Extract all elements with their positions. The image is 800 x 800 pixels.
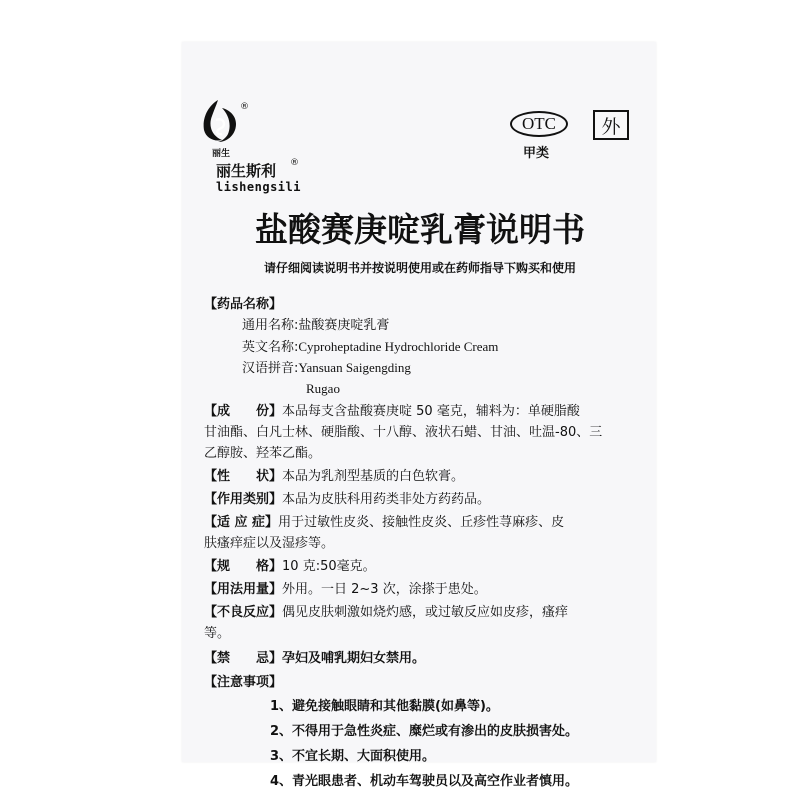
composition-line-1: 本品每支含盐酸赛庚啶 50 毫克，辅料为：单硬脂酸: [282, 404, 580, 419]
english-name-prefix: 英文名称:: [242, 340, 299, 355]
composition-line-2: 甘油酯、白凡士林、硬脂酸、十八醇、液状石蜡、甘油、吐温-80、三: [204, 425, 603, 440]
contra-row: [204, 648, 640, 669]
composition-row-3: [204, 443, 640, 464]
notes-row: [204, 672, 640, 693]
logo-caption: 丽生: [212, 149, 231, 159]
otc-badge: [510, 111, 568, 137]
character-row: [204, 466, 640, 487]
external-use-label: 外: [601, 115, 621, 138]
action-label: 【作用类别】: [204, 492, 283, 507]
english-name: Cyproheptadine Hydrochloride Cream: [298, 339, 499, 354]
usage-label: 【用法用量】: [204, 582, 283, 597]
brand-name-english: lishengsili: [216, 180, 301, 194]
action-text: 本品为皮肤科用药类非处方药药品。: [282, 492, 491, 507]
character-text: 本品为乳剂型基质的白色软膏。: [282, 469, 465, 484]
indication-line-2: 肤瘙痒症以及湿疹等。: [204, 536, 335, 551]
brand-name-chinese: 丽生斯利: [216, 162, 277, 180]
pinyin-line-1: Yansuan Saigengding: [298, 360, 411, 375]
drug-name-label: 【药品名称】: [204, 297, 283, 312]
pinyin-line-2: Rugao: [306, 381, 340, 396]
notes-label: 【注意事项】: [204, 675, 283, 690]
pinyin-prefix: 汉语拼音:: [242, 361, 299, 376]
note-item: 2、不得用于急性炎症、糜烂或有渗出的皮肤损害处。: [270, 724, 579, 739]
brand-logo-icon: [198, 98, 238, 144]
brand-registered-mark: ®: [290, 158, 299, 168]
note-item: 3、不宜长期、大面积使用。: [270, 749, 436, 764]
adverse-line-1: 偶见皮肤刺激如烧灼感，或过敏反应如皮疹，瘙痒: [282, 605, 569, 620]
contra-label: 【禁 忌】: [204, 651, 283, 666]
adverse-label: 【不良反应】: [204, 605, 283, 620]
generic-name: 通用名称:盐酸赛庚啶乳膏: [242, 318, 390, 333]
indication-row-2: [204, 533, 640, 554]
contra-text: 孕妇及哺乳期妇女禁用。: [282, 651, 426, 666]
drug-name-section: [204, 294, 640, 315]
composition-label: 【成 份】: [204, 404, 283, 419]
page-subtitle: 请仔细阅读说明书并按说明使用或在药师指导下购买和使用: [263, 261, 576, 275]
spec-label: 【规 格】: [204, 559, 283, 574]
spec-row: [204, 556, 640, 577]
otc-category: 甲类: [523, 146, 550, 161]
usage-text: 外用。一日 2~3 次，涂搽于患处。: [282, 582, 487, 597]
page-title: 盐酸赛庚啶乳膏说明书: [255, 210, 585, 249]
logo-registered-mark: ®: [240, 102, 249, 112]
indication-label: 【适 应 症】: [204, 515, 279, 530]
adverse-row-2: [204, 623, 640, 644]
external-use-badge: [593, 110, 629, 140]
adverse-row: [204, 602, 640, 623]
composition-row: [204, 401, 640, 422]
otc-label: OTC: [522, 114, 556, 133]
character-label: 【性 状】: [204, 469, 283, 484]
spec-text: 10 克:50毫克。: [282, 559, 376, 574]
usage-row: [204, 579, 640, 600]
adverse-line-2: 等。: [204, 626, 231, 641]
composition-row-2: [204, 422, 640, 443]
indication-row: [204, 512, 640, 533]
note-item: 1、避免接触眼睛和其他黏膜(如鼻等)。: [270, 699, 499, 714]
action-row: [204, 489, 640, 510]
note-item: 4、青光眼患者、机动车驾驶员以及高空作业者慎用。: [270, 774, 579, 789]
composition-line-3: 乙醇胺、羟苯乙酯。: [204, 446, 322, 461]
indication-line-1: 用于过敏性皮炎、接触性皮炎、丘疹性荨麻疹、皮: [278, 515, 565, 530]
